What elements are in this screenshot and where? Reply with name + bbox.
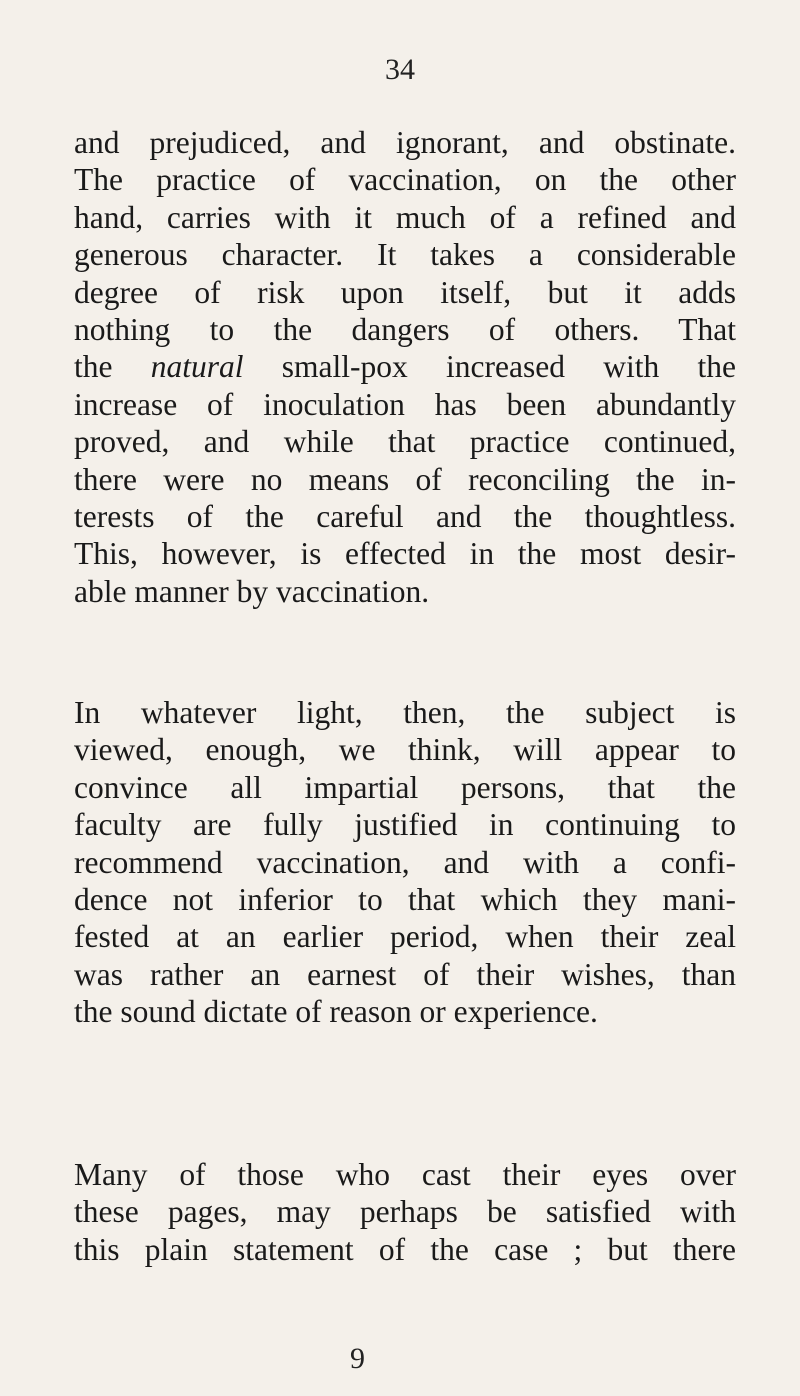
text-line: able manner by vaccination.: [74, 573, 430, 609]
paragraph-1: [74, 124, 736, 610]
text-line: convince all impartial persons, that the: [74, 769, 736, 805]
text-line: terests of the careful and the thoughtless.: [74, 498, 736, 534]
text-line: faculty are fully justified in continuing to: [74, 807, 736, 843]
text-line: fested at an earlier period, when their zeal: [74, 919, 736, 955]
page-number: 34: [385, 53, 415, 86]
paragraph-3: [74, 1156, 736, 1268]
text-line: This, however, is effected in the most desir-: [74, 536, 736, 572]
text-line: the natural small-pox increased with the: [74, 349, 737, 385]
text-line: recommend vaccination, and with a confi-: [74, 844, 736, 880]
text-line: was rather an earnest of their wishes, than: [74, 956, 736, 992]
text-line: The practice of vaccination, on the other: [74, 162, 736, 198]
text-line: viewed, enough, we think, will appear to: [74, 732, 736, 768]
text-line: dence not inferior to that which they mani-: [74, 881, 736, 917]
text-line: proved, and while that practice continued,: [74, 424, 736, 460]
signature-mark: 9: [350, 1342, 365, 1375]
text-line: these pages, may perhaps be satisfied with: [74, 1194, 736, 1230]
text-line: and prejudiced, and ignorant, and obstinate.: [74, 125, 736, 160]
text-line: degree of risk upon itself, but it adds: [74, 274, 736, 310]
text-line: generous character. It takes a considerable: [74, 237, 736, 273]
text-line: In whatever light, then, the subject is: [74, 695, 736, 730]
text-line: there were no means of reconciling the in-: [74, 461, 736, 497]
text-line: this plain statement of the case ; but there: [74, 1231, 736, 1267]
text-line: Many of those who cast their eyes over: [74, 1157, 736, 1192]
paragraph-2: [74, 694, 736, 1031]
text-line: nothing to the dangers of others. That: [74, 311, 736, 347]
text-line: the sound dictate of reason or experience.: [74, 994, 598, 1030]
text-line: hand, carries with it much of a refined and: [74, 199, 736, 235]
text-line: increase of inoculation has been abundantly: [74, 386, 736, 422]
